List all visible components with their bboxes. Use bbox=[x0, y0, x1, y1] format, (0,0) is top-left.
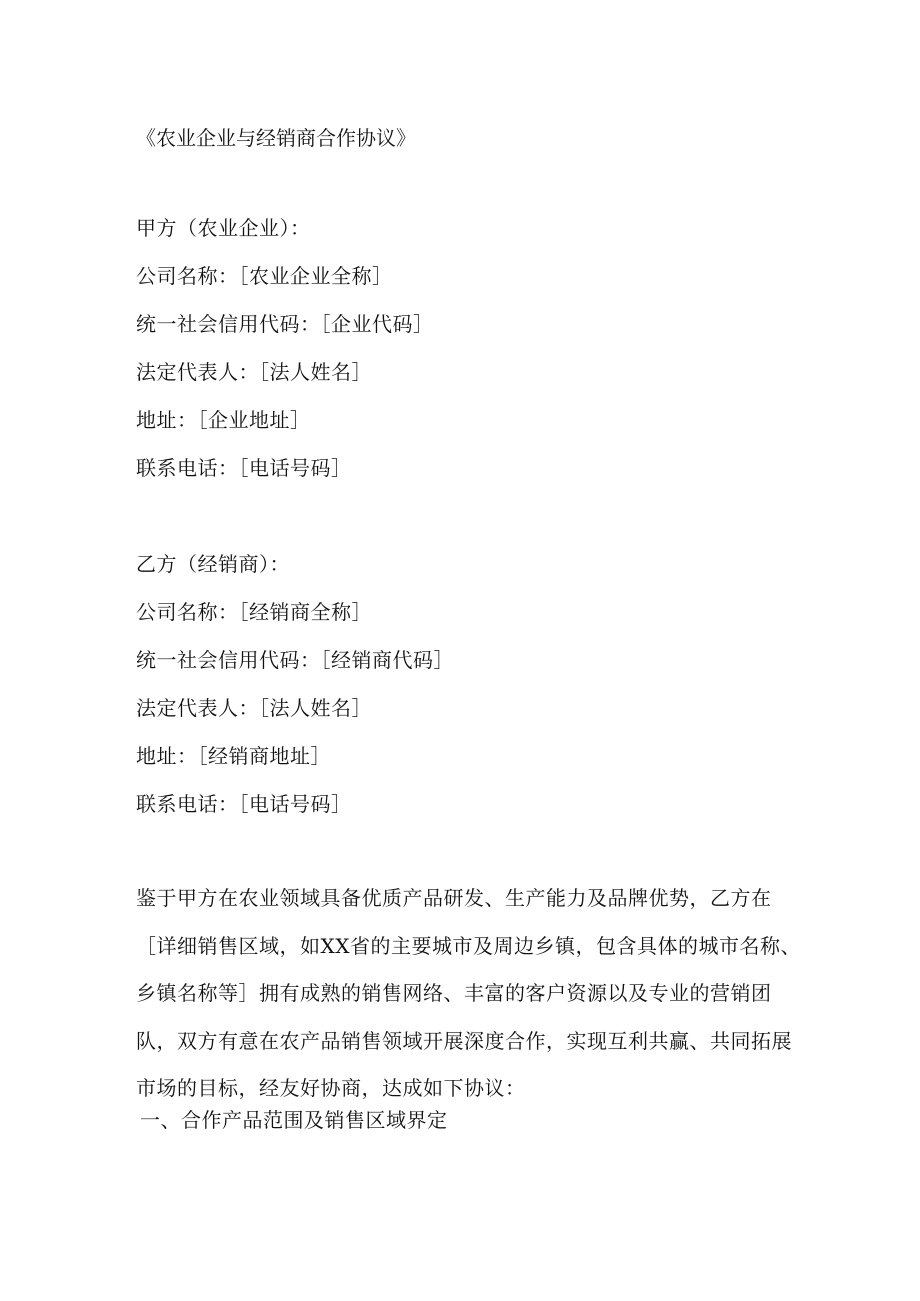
party-b-address: 地址：［经销商地址］ bbox=[136, 744, 331, 768]
party-a-company-name: 公司名称：［农业企业全称］ bbox=[136, 264, 393, 288]
party-b-credit-code: 统一社会信用代码：［经销商代码］ bbox=[136, 648, 454, 672]
party-a-credit-code: 统一社会信用代码：［企业代码］ bbox=[136, 312, 434, 336]
party-a-heading: 甲方（农业企业）： bbox=[136, 216, 311, 240]
party-a-phone: 联系电话：［电话号码］ bbox=[136, 456, 352, 480]
party-a-address: 地址：［企业地址］ bbox=[136, 408, 311, 432]
preamble-line: ［详细销售区域，如XX省的主要城市及周边乡镇，包含具体的城市名称、 bbox=[136, 934, 801, 958]
section-1-heading: 一、合作产品范围及销售区域界定 bbox=[140, 1108, 448, 1132]
party-b-phone: 联系电话：［电话号码］ bbox=[136, 792, 352, 816]
preamble-line: 队，双方有意在农产品销售领域开展深度合作，实现互利共赢、共同拓展 bbox=[136, 1029, 792, 1053]
preamble-line: 市场的目标，经友好协商，达成如下协议： bbox=[136, 1076, 526, 1100]
party-b-legal-rep: 法定代表人：［法人姓名］ bbox=[136, 696, 372, 720]
preamble-line: 乡镇名称等］拥有成熟的销售网络、丰富的客户资源以及专业的营销团 bbox=[136, 981, 772, 1005]
preamble-line: 鉴于甲方在农业领域具备优质产品研发、生产能力及品牌优势，乙方在 bbox=[136, 886, 772, 910]
party-b-heading: 乙方（经销商）： bbox=[136, 552, 290, 576]
party-b-company-name: 公司名称：［经销商全称］ bbox=[136, 600, 372, 624]
document-title: 《农业企业与经销商合作协议》 bbox=[136, 126, 416, 150]
party-a-legal-rep: 法定代表人：［法人姓名］ bbox=[136, 360, 372, 384]
